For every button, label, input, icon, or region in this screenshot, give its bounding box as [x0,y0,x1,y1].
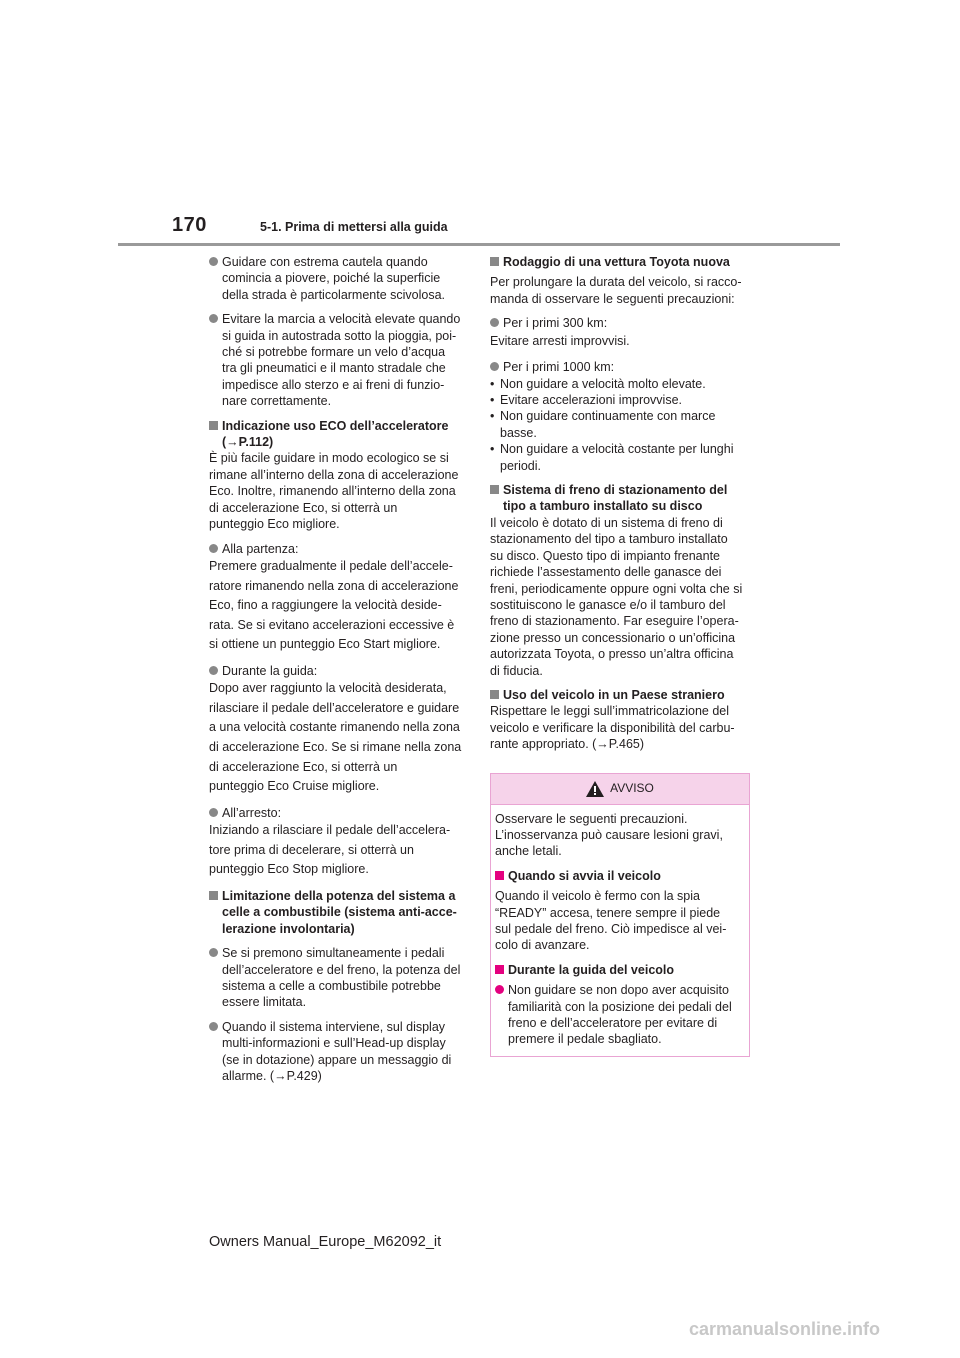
warning-box [490,773,750,1057]
heading-foreign-country [490,687,752,703]
section-title: 5-1. Prima di mettersi alla guida [260,220,448,234]
text-line: Evitare accelerazioni improvvise. [500,393,683,408]
dot-marker: • [490,376,495,391]
heading-line: lerazione involontaria) [222,921,355,936]
page-number: 170 [172,214,207,236]
text-line: essere limitata. [222,995,307,1010]
bullet-driving [209,663,467,679]
bullet-icon [209,808,218,817]
dot-marker: • [490,442,495,457]
bullet-icon [209,948,218,957]
text-line: Per i primi 300 km: [503,316,608,331]
text-line: È più facile guidare in modo ecologico se si [209,451,449,466]
heading-line: Indicazione uso ECO dell’acceleratore [222,418,449,433]
text-line: basse. [500,425,537,440]
heading-line: Uso del veicolo in un Paese straniero [503,687,725,702]
heading-break-in [490,254,752,270]
paragraph-break-in [490,274,752,307]
text-line: punteggio Eco Cruise migliore. [209,779,380,794]
bullet-icon [490,318,499,327]
text-line: sistema a celle a combustibile potrebbe [222,979,441,994]
text-line: rata. Se si evitano accelerazioni eccessive è [209,617,455,632]
square-bullet-icon [495,871,504,880]
text-line: Evitare la marcia a velocità elevate quando [222,312,461,327]
heading-fuel-cell-limit [209,888,467,937]
list-item [490,408,752,441]
heading-line: Quando si avvia il veicolo [508,868,661,883]
text-line: Il veicolo è dotato di un sistema di freno di [490,515,723,530]
text-line: sul pedale del freno. Ciò impedisce al vei- [495,922,727,936]
square-bullet-icon [209,891,218,900]
text-line: Guidare con estrema cautela quando [222,255,428,269]
watermark: carmanualsonline.info [688,1319,880,1339]
page-ref-link[interactable]: allarme. (→P.429) [222,1069,322,1084]
paragraph-foreign-country [490,703,752,752]
square-bullet-icon [209,421,218,430]
bullet-icon [209,1022,218,1031]
bullet-first-300km [490,315,752,331]
dot-marker: • [490,409,495,424]
text-line: rimane all’interno della zona di accelerazione [209,467,459,482]
square-bullet-icon [490,257,499,266]
text-line: Quando il veicolo è fermo con la spia [495,889,700,904]
list-item [490,441,752,474]
text-line: Non guidare continuamente con marce [500,409,716,424]
text-line: periodi. [500,458,541,473]
text-line: Non guidare a velocità molto elevate. [500,376,706,391]
paragraph-stopping [209,821,467,880]
paragraph-eco [209,450,467,532]
text-line: familiarità con la posizione dei pedali del [508,999,732,1014]
left-column [209,254,467,1085]
text-line: manda di osservare le seguenti precauzioni: [490,291,735,306]
bullet-icon [209,314,218,323]
text-line: Alla partenza: [222,541,299,556]
heading-line: celle a combustibile (sistema anti-acce- [222,905,457,920]
footer-doc-id: Owners Manual_Europe_M62092_it [209,1234,442,1250]
bullet-icon [209,257,218,266]
heading-line: tipo a tamburo installato su disco [503,499,703,514]
text-line: Iniziando a rilasciare il pedale dell’accelera- [209,823,451,838]
warning-triangle-icon [586,781,604,797]
warning-bullet-pedals [495,982,745,1048]
text-line: multi-informazioni e sull’Head-up display [222,1036,446,1051]
warning-heading-driving [495,962,745,978]
text-line: Dopo aver raggiunto la velocità desiderata, [209,681,447,696]
text-line: si guida in autostrada sotto la pioggia, poi- [222,328,457,343]
text-line: Durante la guida: [222,663,318,678]
text-line: Rispettare le leggi sull’immatricolazione del [490,704,729,719]
text-line: Eco, fino a raggiungere la velocità deside- [209,598,442,613]
text-line: di fiducia. [490,663,543,678]
text-line: Quando il sistema interviene, sul display [222,1019,446,1034]
text-line: L’inosservanza può causare lesioni gravi, [495,827,723,842]
paragraph-start [209,557,467,655]
text-line: nare correttamente. [222,394,332,409]
text-line: di accelerazione Eco, si otterrà un [209,759,398,774]
text-line: su disco. Questo tipo di impianto frenante [490,548,720,563]
text-line: Per prolungare la durata del veicolo, si racco- [490,275,742,290]
text-line: di accelerazione Eco. Se si rimane nella zona [209,740,462,755]
bullet-rain-caution [209,254,467,303]
heading-drum-brake [490,482,752,515]
text-line: premere il pedale sbagliato. [508,1032,662,1047]
text-line: dell’acceleratore e del freno, la potenza del [222,962,461,977]
bullet-icon [490,362,499,371]
text-line: colo di avanzare. [495,938,590,953]
text-line: di accelerazione Eco, si otterrà un [209,500,398,515]
heading-line: Rodaggio di una vettura Toyota nuova [503,255,730,269]
text-line: Non guidare se non dopo aver acquisito [508,983,729,998]
text-line: freni, periodicamente oppure ogni volta che si [490,581,743,596]
bullet-stopping [209,805,467,821]
text-line: richiede l’assestamento delle ganasce dei [490,565,722,580]
dot-marker: • [490,393,495,408]
text-line: impedisce allo sterzo e ai freni di funzio- [222,377,445,392]
text-line: stazionamento del tipo a tamburo installato [490,532,728,547]
warning-heading-start [495,868,745,884]
bullet-icon [209,666,218,675]
square-bullet-icon [490,485,499,494]
warning-title: AVVISO [610,781,654,796]
paragraph-drum-brake [490,515,752,679]
text-line: Se si premono simultaneamente i pedali [222,946,445,961]
text-line: All’arresto: [222,805,282,820]
text-line: ché si potrebbe formare un velo d’acqua [222,345,446,360]
text-line: punteggio Eco Stop migliore. [209,862,369,877]
text-line: tra gli pneumatici e il manto stradale che [222,361,446,376]
text-line: della strada è particolarmente scivolosa. [222,287,446,302]
text-line: rilasciare il pedale dell’acceleratore e guidare [209,700,460,715]
text-line: freno e dell’acceleratore per evitare di [508,1016,718,1031]
page-ref-link[interactable]: (→P.112) [222,435,274,450]
text-line: ratore rimanendo nella zona di accelerazione [209,578,459,593]
text-line: punteggio Eco migliore. [209,517,340,532]
heading-line: Durante la guida del veicolo [508,962,675,977]
text-line: freno di stazionamento. Far eseguire l’opera- [490,614,739,629]
list-item [490,392,752,408]
text-line: anche letali. [495,844,562,859]
text-line: Osservare le seguenti precauzioni. [495,811,688,826]
text-line: (se in dotazione) appare un messaggio di [222,1052,452,1067]
warning-body [491,805,749,1056]
paragraph-driving [209,679,467,797]
bullet-highway-rain [209,311,467,409]
text-line: comincia a piovere, poiché la superficie [222,271,441,286]
page-ref-link[interactable]: rante appropriato. (→P.465) [490,737,645,752]
heading-line: Sistema di freno di stazionamento del [503,483,728,498]
square-bullet-icon [495,965,504,974]
text-line: veicolo e verificare la disponibilità del carbu- [490,720,735,735]
bullet-start [209,541,467,557]
bullet-first-1000km [490,359,752,375]
text-line: “READY” accesa, tenere sempre il piede [495,905,721,920]
text-line: Premere gradualmente il pedale dell’accele- [209,558,453,573]
heading-eco-indicator [209,418,467,451]
text-line: autorizzata Toyota, o presso un’altra officina [490,647,734,662]
bullet-icon [209,544,218,553]
text-line: Evitare arresti improvvisi. [490,333,630,348]
header-divider [118,243,840,246]
text-line: Non guidare a velocità costante per lunghi [500,442,734,457]
text-line: zione presso un concessionario o un’officina [490,630,736,645]
right-column [490,254,752,1057]
text-line: si ottiene un punteggio Eco Start migliore. [209,637,441,652]
square-bullet-icon [490,690,499,699]
text-line: sostituiscono le ganasce e/o il tamburo del [490,597,726,612]
text-line: a una velocità costante rimanendo nella zona [209,720,460,735]
bullet-icon [495,985,504,994]
bullet-system-message [209,1019,467,1085]
warning-header [491,774,749,805]
text-line: Eco. Inoltre, rimanendo all’interno della zona [209,484,456,499]
text-line: Per i primi 1000 km: [503,360,615,375]
heading-line: Limitazione della potenza del sistema a [222,889,456,904]
text-line: tore prima di decelerare, si otterrà un [209,842,414,857]
list-item [490,376,752,392]
bullet-simultaneous-pedals [209,945,467,1011]
